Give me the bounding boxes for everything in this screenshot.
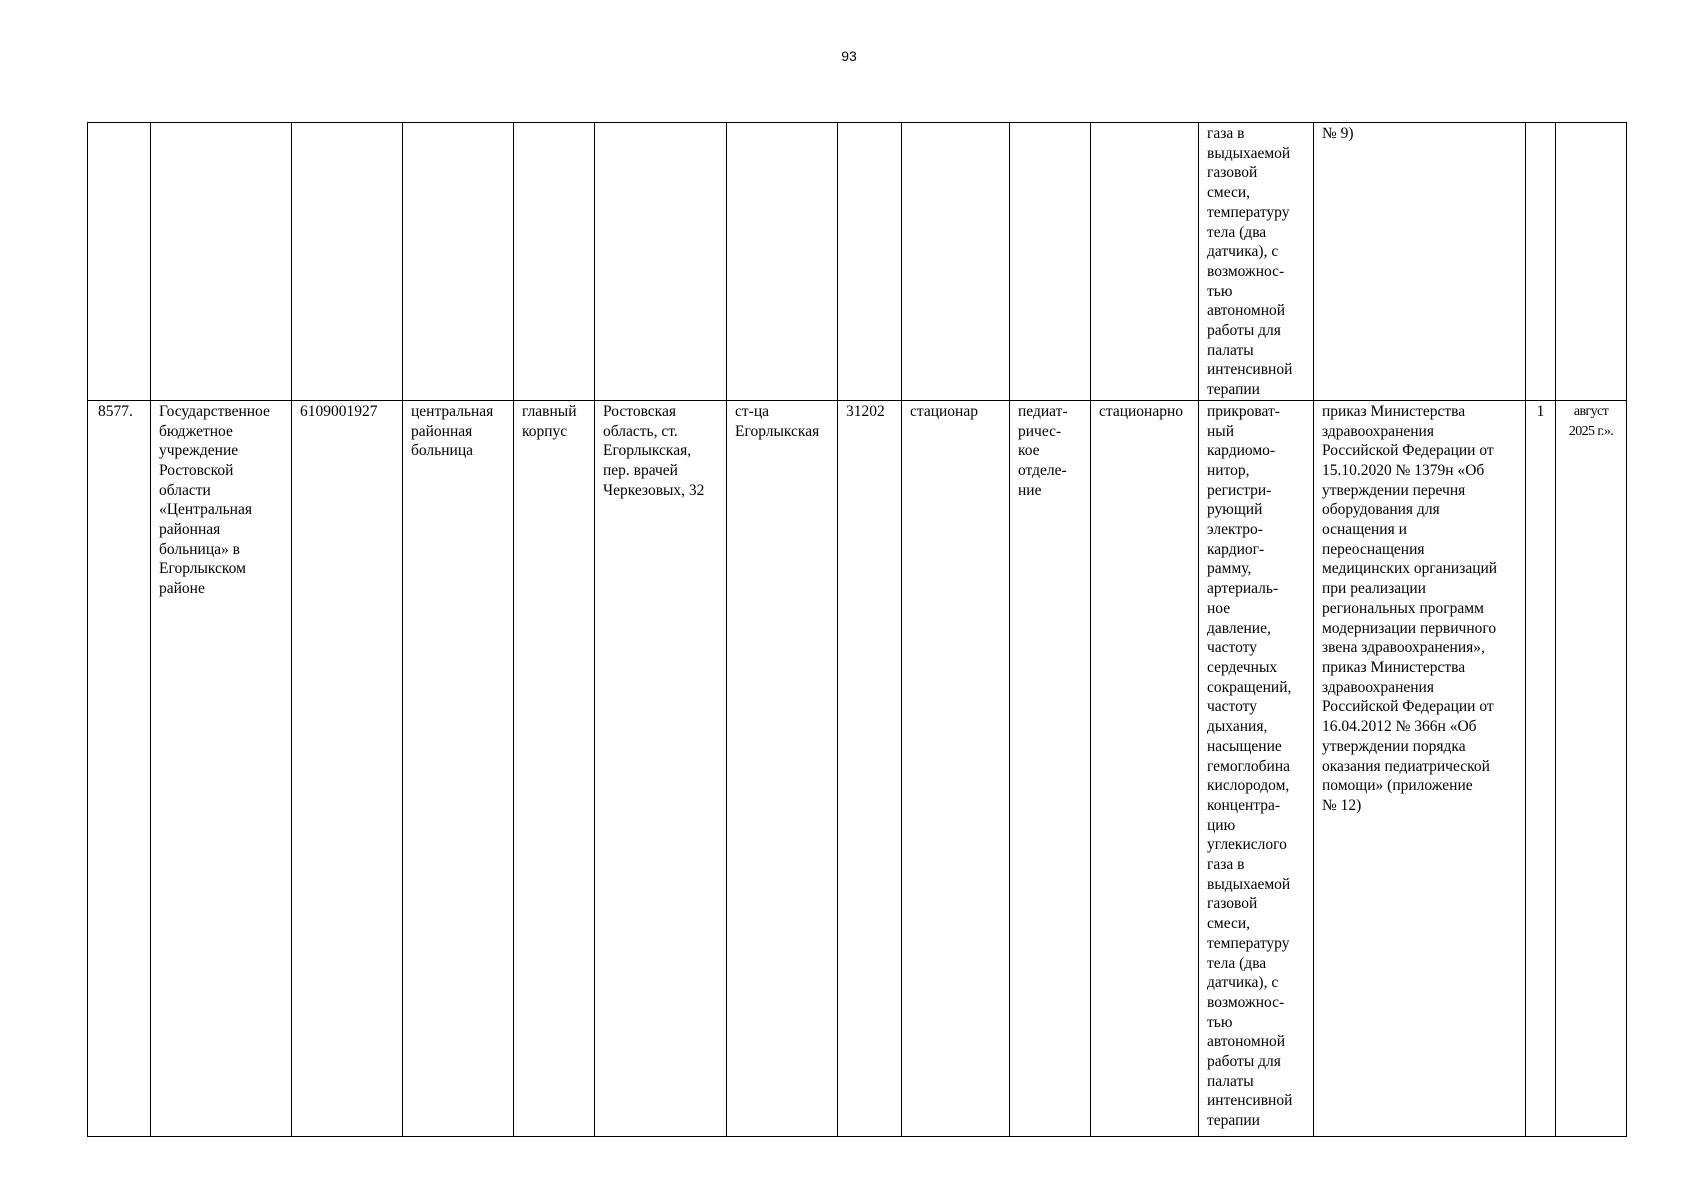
cell-address: Ростовская область, ст. Егорлыкская, пер. врачей Черкезовых, 32 [595,400,727,1136]
cell-care-condition [1091,123,1199,401]
cell-building [514,123,595,401]
cell-deadline [1556,123,1627,401]
cell-building: главный корпус [514,400,595,1136]
cell-department [1010,123,1091,401]
cell-care-condition: стационарно [1091,400,1199,1136]
page-number: 93 [841,48,857,64]
cell-organization [151,123,292,401]
cell-equipment: прикроват- ный кардиомо- нитор, регистри- рующий электро- кардиог- рамму, артериаль- ное давление, частоту сердечных сокращений, частоту дыхания, насыщение гемоглобина кислородом, концентра- цию углекислого газа в выдыхаемой газовой смеси, температуру тела (два датчика), с возможнос- тью автономной работы для палаты интенсивной терапии [1199,400,1314,1136]
cell-legal-basis: № 9) [1314,123,1526,401]
cell-facility-type: центральная районная больница [403,400,514,1136]
cell-equipment: газа в выдыхаемой газовой смеси, температуру тела (два датчика), с возможнос- тью автономной работы для палаты интенсивной терапии [1199,123,1314,401]
cell-care-type: стационар [902,400,1010,1136]
cell-quantity [1526,123,1556,401]
cell-organization: Государственное бюджетное учреждение Ростовской области «Центральная районная больница» в Егорлыкском районе [151,400,292,1136]
cell-oktmo: 31202 [838,400,902,1136]
table-row [88,123,1627,401]
cell-care-type [902,123,1010,401]
equipment-table [87,122,1627,1137]
cell-inn [292,123,403,401]
cell-department: педиат- ричес- кое отделе- ние [1010,400,1091,1136]
cell-legal-basis: приказ Министерства здравоохранения Российской Федерации от 15.10.2020 № 1379н «Об утверждении перечня оборудования для оснащения и переоснащения медицинских организаций при реализации региональных программ модернизации первичного звена здравоохранения», приказ Министерства здравоохранения Российской Федерации от 16.04.2012 № 366н «Об утверждении порядка оказания педиатрической помощи» (приложение № 12) [1314,400,1526,1136]
cell-quantity: 1 [1526,400,1556,1136]
cell-settlement: ст-ца Егорлыкская [727,400,838,1136]
cell-number [88,123,151,401]
cell-deadline: август 2025 г.». [1556,400,1627,1136]
cell-oktmo [838,123,902,401]
cell-facility-type [403,123,514,401]
table-row [88,400,1627,1136]
cell-inn: 6109001927 [292,400,403,1136]
cell-address [595,123,727,401]
cell-number: 8577. [88,400,151,1136]
cell-settlement [727,123,838,401]
